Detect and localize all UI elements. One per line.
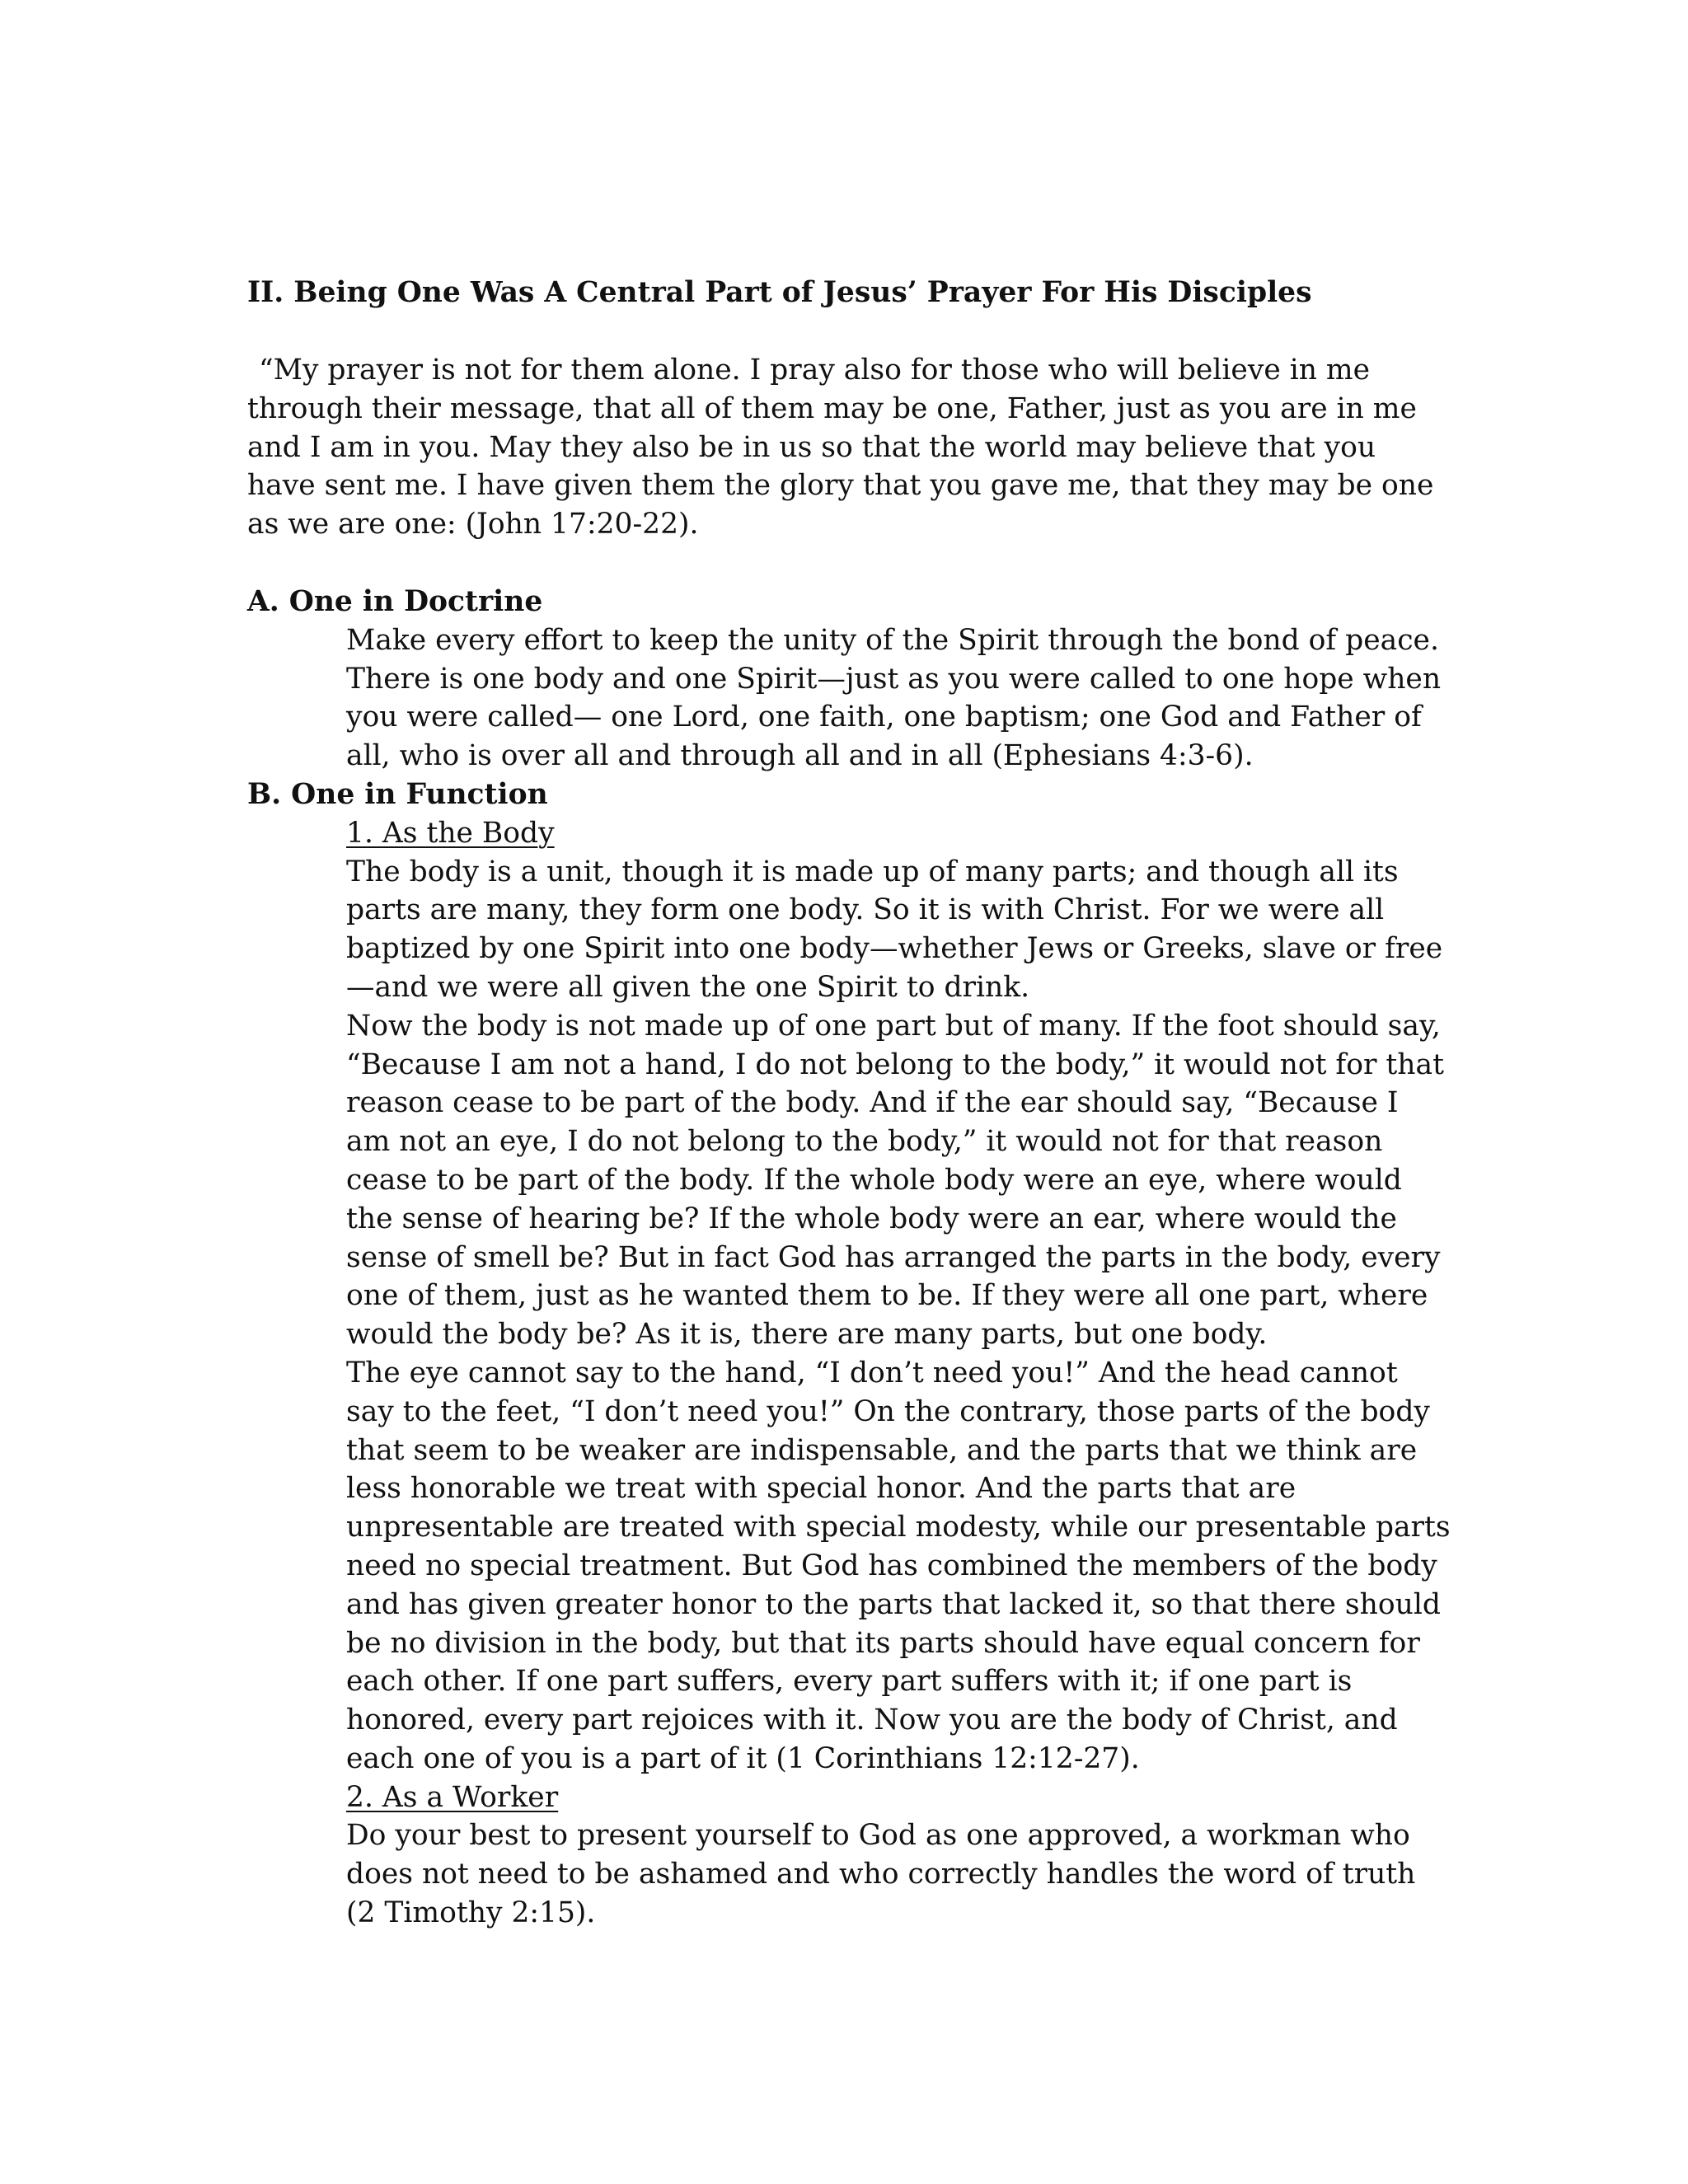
part-a-text: Make every effort to keep the unity of the Spirit through the bond of peace. There is one body and one Spirit—just as you were called to one hope when you were called— one Lord, one faith, one baptism; one God and Father of all, who is over all and through all and in all (Ephesians 4:3-6). [346, 623, 1442, 773]
sub2-heading: 2. As a Worker [346, 1780, 559, 1814]
part-b-heading: B. One in Function [247, 777, 548, 811]
part-a-body [346, 621, 1451, 776]
sub1-paragraph-2: Now the body is not made up of one part but of many. If the foot should say, “Because I am not a hand, I do not belong to the body,” it would not for that reason cease to be part of the body. And if the ear should say, “Because I am not an eye, I do not belong to the body,” it would not for that reason cease to be part of the body. If the whole body were an eye, where would the sense of hearing be? If the whole body were an ear, where would the sense of smell be? But in fact God has arranged the parts in the body, every one of them, just as he wanted them to be. If they were all one part, where would the body be? As it is, there are many parts, but one body. [346, 1009, 1444, 1352]
sub1-heading: 1. As the Body [346, 816, 555, 850]
part-a-heading: A. One in Doctrine [247, 584, 543, 618]
part-b-body [346, 814, 1451, 1933]
document-body [247, 272, 1451, 1933]
section-title: II. Being One Was A Central Part of Jesus’ Prayer For His Disciples [247, 276, 1312, 309]
sub1-paragraph-3: The eye cannot say to the hand, “I don’t need you!” And the head cannot say to the feet, “I don’t need you!” On the contrary, those parts of the body that seem to be weaker are indispensable, and the parts that we think are less honorable we treat with special honor. And the parts that are unpresentable are treated with special modesty, while our presentable parts need no special treatment. But God has combined the members of the body and has given greater honor to the parts that lacked it, so that there should be no division in the body, but that its parts should have equal concern for each other. If one part suffers, every part suffers with it; if one part is honored, every part rejoices with it. Now you are the body of Christ, and each one of you is a part of it (1 Corinthians 12:12-27). [346, 1356, 1451, 1775]
sub1-paragraph-1: The body is a unit, though it is made up of many parts; and though all its parts are many, they form one body. So it is with Christ. For we were all baptized by one Spirit into one body—whether Jews or Greeks, slave or free—and we were all given the one Spirit to drink. [346, 855, 1443, 1004]
intro-quote: “My prayer is not for them alone. I pray also for those who will believe in me through their message, that all of them may be one, Father, just as you are in me and I am in you. May they also be in us so that the world may believe that you have sent me. I have given them the glory that you gave me, that they may be one as we are one: (John 17:20-22). [247, 354, 1434, 541]
sub2-paragraph-1: Do your best to present yourself to God as one approved, a workman who does not need to be ashamed and who correctly handles the word of truth (2 Timothy 2:15). [346, 1819, 1416, 1930]
